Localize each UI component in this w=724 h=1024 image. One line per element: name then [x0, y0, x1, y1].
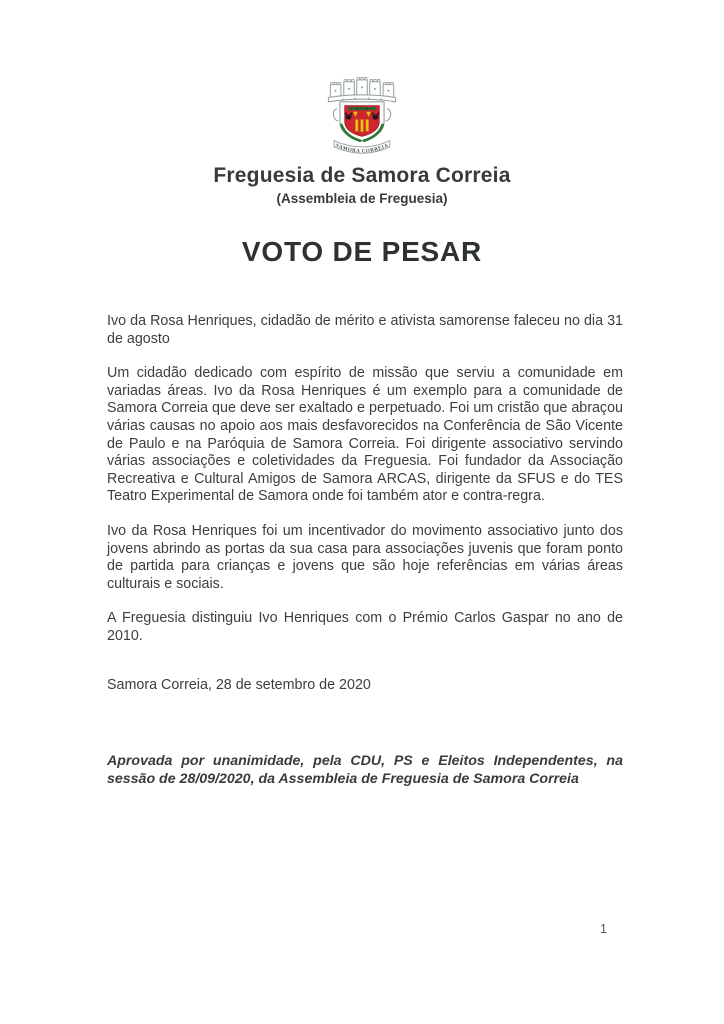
organization-subtitle: (Assembleia de Freguesia)	[276, 191, 448, 206]
mural-crown-icon	[328, 78, 395, 102]
dateline: Samora Correia, 28 de setembro de 2020	[107, 677, 371, 693]
document-body	[107, 313, 623, 663]
page-number: 1	[600, 922, 607, 936]
gold-bars	[355, 120, 368, 132]
organization-name: Freguesia de Samora Correia	[213, 164, 511, 187]
crest-banner-text: SAMORA CORREIA	[334, 142, 390, 155]
document-title: VOTO DE PESAR	[241, 236, 483, 267]
banner-ribbon	[334, 141, 390, 155]
paragraph-3: Ivo da Rosa Henriques foi um incentivador do movimento associativo junto dos jovens abrindo as portas da sua casa para associações juvenis que foram ponto de partida para crianças e jovens que são hoje referências em várias áreas culturais e sociais.	[107, 522, 623, 592]
paragraph-1: Ivo da Rosa Henriques, cidadão de mérito e ativista samorense faleceu no dia 31 de agosto	[107, 313, 623, 347]
approval-note: Aprovada por unanimidade, pela CDU, PS e Eleitos Independentes, na sessão de 28/09/2020, da Assembleia de Freguesia de Samora Correia	[107, 753, 623, 787]
paragraph-2: Um cidadão dedicado com espírito de missão que serviu a comunidade em variadas áreas. Ivo da Rosa Henriques é um exemplo para a comunidade de Samora Correia que deve ser exaltado e perpetuado. Foi um cristão que abraçou várias causas no apoio aos mais desfavorecidos na Conferência de São Vicente de Paulo e na Paróquia de Samora Correia. Foi dirigente associativo servindo várias associações e coletividades da Freguesia. Foi fundador da Associação Recreativa e Cultural Amigos de Samora ARCAS, dirigente da SFUS e do TES Teatro Experimental de Samora onde foi também ator e contra-regra.	[107, 365, 623, 505]
paragraph-4: A Freguesia distinguiu Ivo Henriques com o Prémio Carlos Gaspar no ano de 2010.	[107, 610, 623, 644]
samora-correia-coat-of-arms-icon	[314, 76, 410, 166]
